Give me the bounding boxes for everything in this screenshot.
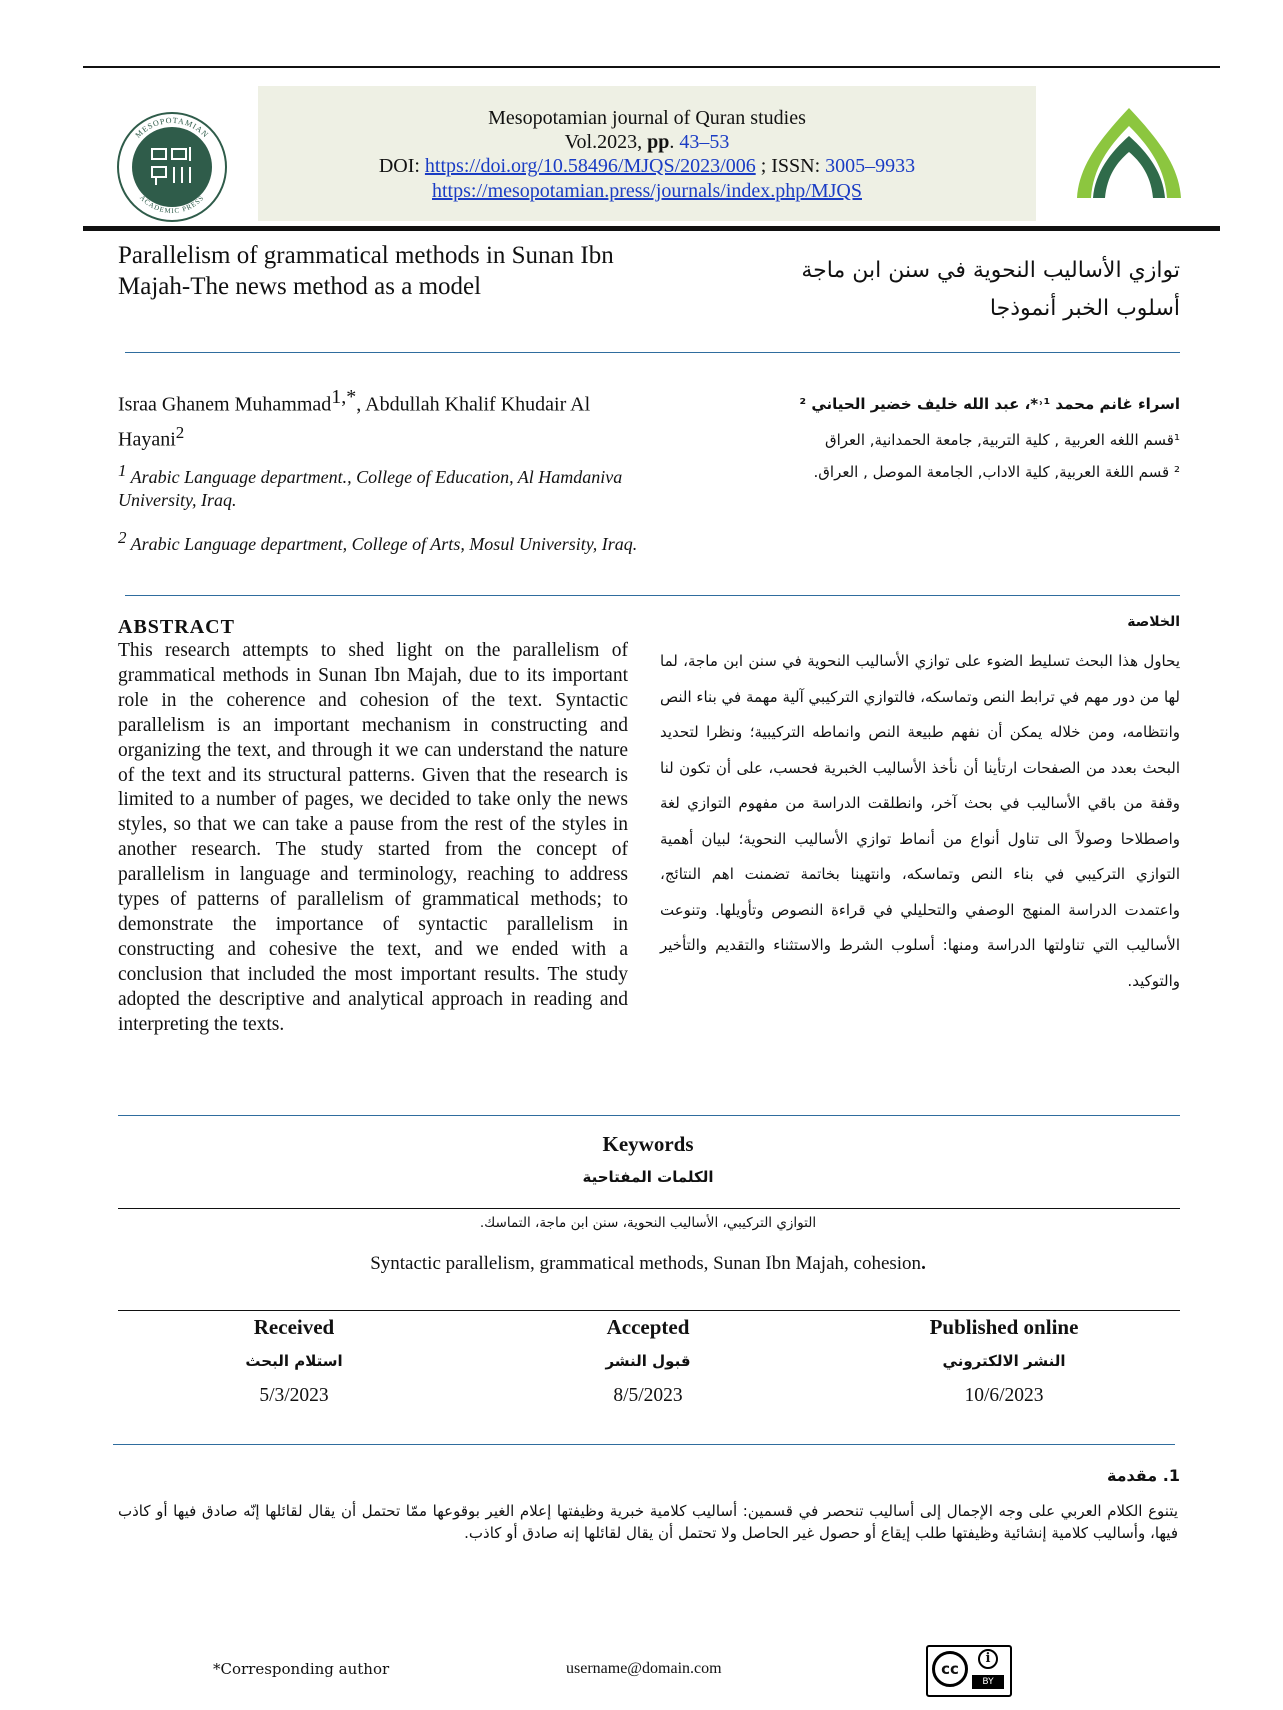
author-2: , Abdullah Khalif Khudair Al Hayani bbox=[118, 393, 591, 451]
header-bottom-rule bbox=[83, 226, 1220, 231]
published-label-arabic: النشر الالكتروني bbox=[942, 1352, 1066, 1370]
mesopotamian-press-logo bbox=[116, 111, 228, 223]
abstract-text: This research attempts to shed light on the parallelism of grammatical methods in Sunan Ibn Majah, due to its important role in the coherence and cohesion of the text. Syntactic parallelism is an important mechanism in constructing and organizing the text, and through it we can understand the nature of the text and its structural patterns. Given that the research is limited to a number of pages, we decided to take only the news styles, so that we can take a pause from the rest of the styles in another research. The study started from the concept of parallelism in language and terminology, reaching to address types of patterns of parallelism of grammatical methods; to demonstrate the importance of syntactic parallelism in constructing and cohesive the text, and we ended with a conclusion that included the most important results. The study adopted the descriptive and analytical approach in reading and interpreting the texts. bbox=[118, 640, 628, 1035]
doi-issn: DOI: https://doi.org/10.58496/MJQS/2023/006 ; ISSN: 3005–9933 bbox=[378, 155, 916, 177]
journal-header-box bbox=[258, 86, 1036, 221]
divider-after-dates bbox=[113, 1444, 1175, 1445]
logo-text-bottom: ACADEMIC PRESS bbox=[138, 193, 206, 216]
received-date: 5/3/2023 bbox=[259, 1385, 329, 1406]
journal-name: Mesopotamian journal of Quran studies bbox=[488, 107, 806, 129]
affiliation-arabic-1: ¹قسم اللغه العربية , كلية التربية, جامعة الحمدانية, العراق bbox=[824, 431, 1180, 449]
title-arabic-line2: أسلوب الخبر أنموذجا bbox=[989, 296, 1180, 321]
corresponding-email: username@domain.com bbox=[566, 1660, 722, 1677]
journal-url bbox=[258, 179, 1036, 203]
accepted-date: 8/5/2023 bbox=[613, 1385, 683, 1406]
volume-pages: Vol.2023, pp. 43–53 bbox=[564, 131, 730, 153]
abstract-english bbox=[118, 615, 628, 1038]
abstract-arabic-heading: الخلاصة bbox=[1127, 614, 1180, 630]
affiliation-arabic-2: ² قسم اللغة العربية, كلية الاداب, الجامعة الموصل , العراق. bbox=[813, 463, 1180, 481]
title-arabic bbox=[700, 252, 1180, 328]
issn: 3005–9933 bbox=[825, 155, 916, 177]
top-rule bbox=[83, 66, 1220, 68]
dates-top-rule bbox=[118, 1310, 1180, 1311]
affiliation-1: $^1$ Arabic Language department., College of Education, Al Hamdaniva University, Iraq. bbox=[118, 461, 623, 511]
intro-paragraph: يتنوع الكلام العربي على وجه الإجمال إلى أساليب تنحصر في قسمين: أساليب كلامية خبرية وظيفتها إعلام الغير بوقوعها ممّا تحتمل أن يقال لقائلها إنّه صادق فيها أو كاذب فيها، وأساليب كلامية إنشائية وظيفتها طلب إيقاع أو حصول غير الحاصل ولا تحتمل أن يقال لقائلها إنه صادق أو كاذب. bbox=[118, 1502, 1178, 1542]
journal-url-link[interactable]: https://mesopotamian.press/journals/index.php/MJQS bbox=[432, 180, 862, 202]
abstract-arabic-text: يحاول هذا البحث تسليط الضوء على توازي الأساليب النحوية في سنن ابن ماجة، لما لها من دور مهم في ترابط النص وتماسكه، فالتوازي التركيبي آلية مهمة في بناء النص وانتظامه، ومن خلاله يمكن أن نفهم طبيعة النص وانماطه التركيبية؛ ونظرا لتحديد البحث بعدد من الصفحات ارتأينا أن نأخذ الأساليب الخبرية فحسب، على أن تكون لنا وقفة من باقي الأساليب في بحث آخر، وانطلقت الدراسة من مفهوم التوازي لغة واصطلاحا وصولاً الى تناول أنواع من أنماط توازي الأساليب النحوية؛ لبيان أهمية التوازي التركيبي في بناء النص وتماسكه، وانتهينا بخاتمة تضمنت اهم النتائج، واعتمدت الدراسة المنهج الوصفي والتحليلي في قراءة النصوص وتأويلها. وتنوعت الأساليب التي تناولتها الدراسة ومنها: أسلوب الشرط والاستثناء والتقديم والتأخير والتوكيد. bbox=[660, 652, 1180, 990]
accepted-label: Accepted bbox=[606, 1315, 690, 1339]
divider-after-abstract bbox=[118, 1115, 1180, 1116]
logo-text-top: MESOPOTAMIAN bbox=[133, 115, 211, 140]
abstract-heading: ABSTRACT bbox=[118, 616, 235, 638]
published-label: Published online bbox=[929, 1315, 1079, 1339]
received-label: Received bbox=[253, 1315, 335, 1339]
title-english: Parallelism of grammatical methods in Sunan Ibn Majah-The news method as a model bbox=[118, 242, 614, 300]
received-label-arabic: استلام البحث bbox=[245, 1352, 343, 1370]
doi-link[interactable]: https://doi.org/10.58496/MJQS/2023/006 bbox=[424, 155, 756, 177]
attribution-icon: i bbox=[978, 1649, 998, 1669]
cc-by-label: BY bbox=[972, 1675, 1004, 1689]
corresponding-author-note: *Corresponding author bbox=[213, 1660, 390, 1678]
abstract-arabic bbox=[660, 614, 1180, 999]
intro-heading: 1. مقدمة bbox=[1106, 1466, 1180, 1485]
received-column bbox=[164, 1314, 424, 1408]
author-1: Israa Ghanem Muhammad bbox=[118, 393, 332, 416]
affiliation-2: $^2$ Arabic Language department, College of Arts, Mosul University, Iraq. bbox=[118, 528, 638, 555]
keywords-title-arabic: الكلمات المفتاحية bbox=[582, 1168, 714, 1186]
keywords-arabic: التوازي التركيبي، الأساليب النحوية، سنن ابن ماجة، التماسك. bbox=[479, 1215, 817, 1231]
authors-arabic bbox=[620, 388, 1180, 488]
accepted-label-arabic: قبول النشر bbox=[605, 1352, 691, 1370]
cc-icon: cc bbox=[932, 1651, 968, 1687]
published-column bbox=[874, 1314, 1134, 1408]
keywords-english: Syntactic parallelism, grammatical methods, Sunan Ibn Majah, cohesion. bbox=[370, 1253, 926, 1274]
divider-after-title bbox=[125, 352, 1180, 353]
authors-english: Israa Ghanem Muhammad$^{1,*}$, Abdullah Khalif Khudair Al Hayani$^2$ $^1$ Arabic Language department., College of Education, Al Hamdaniva University, Iraq. $^2$ Arabic Language department, College of Arts, Mosul University, Iraq. bbox=[118, 386, 638, 555]
accepted-column bbox=[518, 1314, 778, 1408]
keywords-rule bbox=[118, 1208, 1180, 1209]
mjqs-arch-logo bbox=[1073, 106, 1185, 206]
published-date: 10/6/2023 bbox=[964, 1385, 1044, 1406]
authors-arabic-names: اسراء غانم محمد ¹˒*، عبد الله خليف خضير الحياني ² bbox=[799, 395, 1180, 413]
keywords-title: Keywords bbox=[602, 1132, 694, 1156]
title-arabic-line1: توازي الأساليب النحوية في سنن ابن ماجة bbox=[801, 258, 1180, 283]
divider-after-authors bbox=[125, 595, 1180, 596]
cc-by-license-badge[interactable] bbox=[926, 1645, 1012, 1697]
